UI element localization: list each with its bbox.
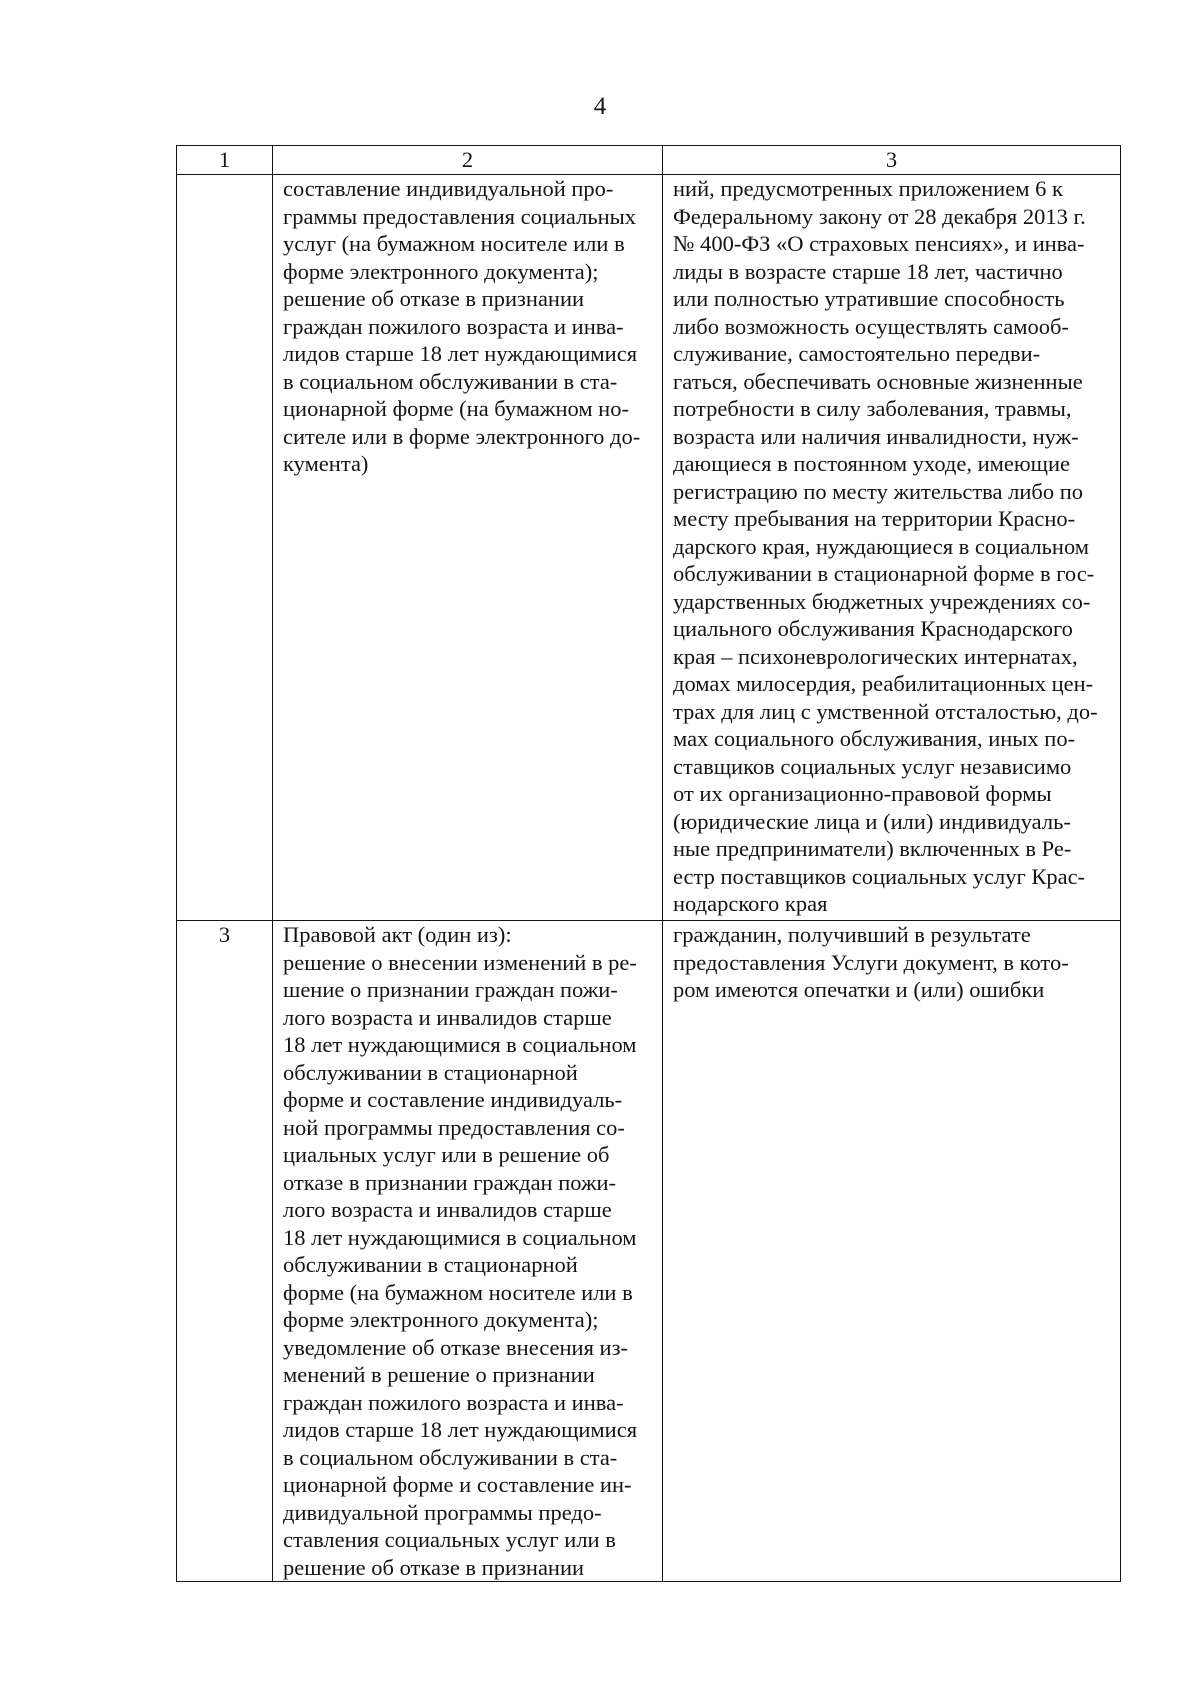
text-line: дающиеся в постоянном уходе, имеющие [673,451,1071,476]
text-line: в социальном обслуживании в ста- [283,368,618,394]
applicant-category-cell [663,921,1121,1582]
text-line: ром имеются опечатки и (или) ошибки [673,977,1045,1002]
header-cell-1: 1 [177,146,273,175]
text-line: ставщиков социальных услуг независимо [673,753,1072,779]
text-line: либо возможность осуществлять самооб- [673,313,1069,339]
text-line: лидов старше 18 лет нуждающимися [283,341,638,366]
text-line: ний, предусмотренных приложением 6 к [673,176,1063,201]
text-line: лого возраста и инвалидов старше [283,1004,612,1030]
text-line: потребности в силу заболевания, травмы, [673,396,1072,421]
text-line: ционарной форме (на бумажном но- [283,396,629,421]
text-line: лидов старше 18 лет нуждающимися [283,1417,638,1442]
text-line: решение об отказе в признании [283,1554,585,1580]
text-line: обслуживании в стационарной [283,1252,578,1277]
text-line: ционарной форме и составление ин- [283,1472,632,1497]
text-line: составление индивидуальной про- [283,176,614,201]
text-line: форме электронного документа); [283,1307,599,1332]
text-line: уведомление об отказе внесения из- [283,1334,628,1360]
table-row [177,921,1121,1582]
text-line: менений в решение о признании [283,1362,595,1387]
text-line: сителе или в форме электронного до- [283,423,641,449]
result-document-cell [273,175,663,921]
text-line: ной программы предоставления со- [283,1114,625,1140]
cell-text [673,175,1110,918]
row-number [177,175,273,921]
text-line: ставления социальных услуг или в [283,1527,616,1552]
text-line: регистрацию по месту жительства либо по [673,478,1083,504]
text-line: месту пребывания на территории Красно- [673,506,1076,531]
text-line: дарского края, нуждающиеся в социальном [673,533,1090,559]
text-line: форме (на бумажном носителе или в [283,1279,633,1305]
table-header-row [177,146,1121,175]
cell-text [673,921,1110,1004]
text-line: 18 лет нуждающимися в социальном [283,1224,637,1250]
text-line: естр поставщиков социальных услуг Крас- [673,863,1086,889]
text-line: кумента) [283,451,369,476]
text-line: гаться, обеспечивать основные жизненные [673,368,1083,394]
applicant-category-cell [663,175,1121,921]
text-line: домах милосердия, реабилитационных цен- [673,671,1094,696]
text-line: лиды в возрасте старше 18 лет, частично [673,258,1063,284]
header-cell-3: 3 [663,146,1121,175]
text-line: Правовой акт (один из): [283,922,512,947]
text-line: услуг (на бумажном носителе или в [283,231,625,256]
text-line: края – психоневрологических интернатах, [673,643,1078,669]
text-line: ударственных бюджетных учреждениях со- [673,588,1091,614]
services-table [176,145,1121,1582]
text-line: нодарского края [673,891,828,916]
text-line: возраста или наличия инвалидности, нуж- [673,423,1079,449]
text-line: служивание, самостоятельно передви- [673,341,1041,366]
text-line: (юридические лица и (или) индивидуаль- [673,808,1071,834]
header-cell-2: 2 [273,146,663,175]
text-line: циальных услуг или в решение об [283,1142,610,1167]
text-line: гражданин, получивший в результате [673,922,1031,947]
table-row [177,175,1121,921]
text-line: циального обслуживания Краснодарского [673,616,1073,641]
text-line: решение об отказе в признании [283,286,585,311]
text-line: предоставления Услуги документ, в кото- [673,949,1069,975]
text-line: 18 лет нуждающимися в социальном [283,1032,637,1057]
text-line: отказе в признании граждан пожи- [283,1169,617,1195]
text-line: в социальном обслуживании в ста- [283,1444,618,1470]
text-line: или полностью утратившие способность [673,286,1065,311]
text-line: решение о внесении изменений в ре- [283,949,637,975]
text-line: обслуживании в стационарной [283,1059,578,1085]
text-line: лого возраста и инвалидов старше [283,1197,612,1222]
text-line: шение о признании граждан пожи- [283,977,618,1002]
text-line: граждан пожилого возраста и инва- [283,313,624,339]
page-number: 4 [593,93,607,120]
text-line: № 400-ФЗ «О страховых пенсиях», и инва- [673,231,1085,256]
text-line: Федеральному закону от 28 декабря 2013 г. [673,203,1086,229]
text-line: граждан пожилого возраста и инва- [283,1389,624,1415]
text-line: форме электронного документа); [283,258,599,284]
cell-text [283,921,652,1581]
result-document-cell [273,921,663,1582]
text-line: мах социального обслуживания, иных по- [673,726,1076,751]
text-line: форме и составление индивидуаль- [283,1087,623,1112]
text-line: трах для лиц с умственной отсталостью, до- [673,698,1098,724]
text-line: дивидуальной программы предо- [283,1499,602,1525]
text-line: обслуживании в стационарной форме в гос- [673,561,1095,586]
text-line: ные предприниматели) включенных в Ре- [673,836,1072,861]
text-line: граммы предоставления социальных [283,203,637,229]
row-number: 3 [177,921,273,1582]
text-line: от их организационно-правовой формы [673,781,1052,806]
cell-text [283,175,652,478]
